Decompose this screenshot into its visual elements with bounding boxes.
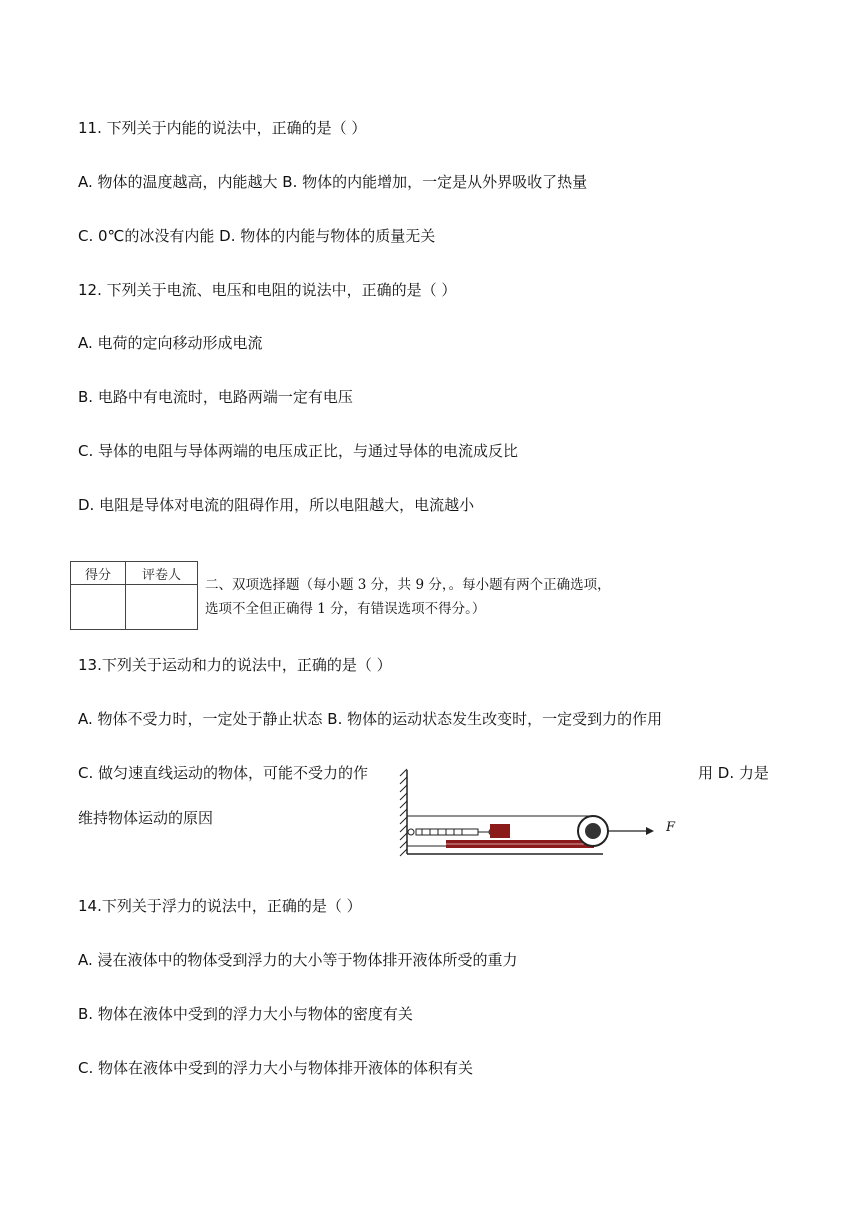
pulley-hub [585,823,601,839]
section2-line1: 二、双项选择题（每小题 3 分，共 9 分，。每小题有两个正确选项， [205,577,611,593]
q11-options-cd: C. 0℃的冰没有内能 D. 物体的内能与物体的质量无关 [78,227,436,245]
grader-cell[interactable] [126,585,198,630]
score-table [70,561,198,630]
q12-option-d: D. 电阻是导体对电流的阻碍作用，所以电阻越大，电流越小 [78,496,475,514]
wooden-block [490,824,510,838]
q13-option-c-left: C. 做匀速直线运动的物体，可能不受力的作 [78,764,369,782]
q13-option-c-continued: 维持物体运动的原因 [78,809,214,827]
q13-options-ab: A. 物体不受力时，一定处于静止状态 B. 物体的运动状态发生改变时，一定受到力的作用 [78,710,663,728]
force-arrowhead [646,827,654,835]
score-header: 得分 [71,562,126,585]
wall-hatch [400,769,407,856]
q12-option-c: C. 导体的电阻与导体两端的电压成正比，与通过导体的电流成反比 [78,442,519,460]
score-cell[interactable] [71,585,126,630]
section2-line2: 选项不全但正确得 1 分，有错误选项不得分。） [205,601,486,617]
q14-option-b: B. 物体在液体中受到的浮力大小与物体的密度有关 [78,1005,413,1023]
q14-option-a: A. 浸在液体中的物体受到浮力的大小等于物体排开液体所受的重力 [78,951,518,969]
q13-option-c-right: 用 D. 力是 [698,764,769,782]
q11-stem: 11. 下列关于内能的说法中，正确的是（ ） [78,119,367,137]
grader-header: 评卷人 [126,562,198,585]
pulley-figure [398,766,668,864]
q14-stem: 14.下列关于浮力的说法中，正确的是（ ） [78,897,362,915]
q12-stem: 12. 下列关于电流、电压和电阻的说法中，正确的是（ ） [78,281,457,299]
force-label: F [666,820,676,835]
q13-stem: 13.下列关于运动和力的说法中，正确的是（ ） [78,656,392,674]
spring-scale [408,829,495,835]
q14-option-c: C. 物体在液体中受到的浮力大小与物体排开液体的体积有关 [78,1059,474,1077]
q12-option-b: B. 电路中有电流时，电路两端一定有电压 [78,388,353,406]
q12-option-a: A. 电荷的定向移动形成电流 [78,334,263,352]
q11-options-ab: A. 物体的温度越高，内能越大 B. 物体的内能增加，一定是从外界吸收了热量 [78,173,588,191]
